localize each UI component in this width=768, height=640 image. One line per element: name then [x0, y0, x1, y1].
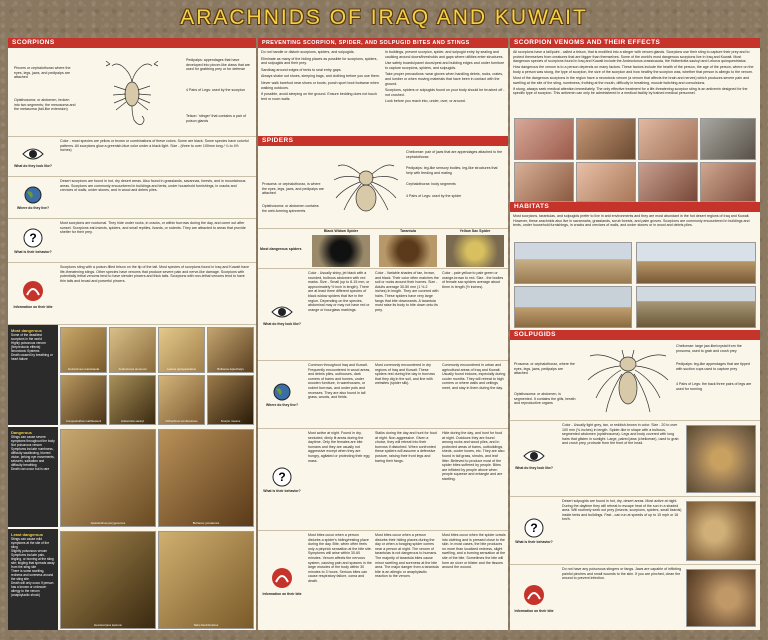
spider-row-live: Where do they live? Common throughout Iraq and Kuwait. Frequently encountered in wood areas, and debris piles, outhouses, dark corners of barns and homes, under wooden furniture, in warehouses, or rodent burrows, and under pots and recesses. They are also found in tall grass, woods, and fields. Most commonly encountered in dry regions of Iraq and Kuwait. These spiders rest during the day in burrows that they dig in the soil, and line with websites (spider silk). Commonly encountered in urban and agricultural areas of Iraq and Kuwait. Usually found indoors, especially during cooler months. They will retreat to high corners or where walls and ceilings meet, and stay in them during the day.: [258, 360, 508, 428]
globe-icon: [22, 186, 44, 204]
prosoma-label: Prosoma: or cephalothorax, where the eyes, legs, jaws, pedipalps are attached: [514, 362, 575, 376]
habitats-heading: HABITATS: [510, 202, 760, 212]
prevention-spiders-column: [258, 38, 508, 630]
row-text: Color - Usually light grey, tan, or reddish-brown in color. Size - 20 to over 100 mm (¾ inches) in length. Spider-like in shape with a bulbous, segmented abdomen (opisthosoma). Legs and body covered with long hairs that glisten in sunlight. Large, paired jaws (chelicerae), used to grab and crush prey, protrude from the front of the head.: [562, 423, 679, 446]
scorpion-photo: Orthochirus scrobiculosus: [158, 375, 205, 425]
legs-label: 4 Pairs of Legs: the back three pairs of legs are used for running: [676, 382, 752, 391]
svg-text:?: ?: [278, 470, 286, 484]
most-dangerous-heading: Most dangerous: [11, 328, 42, 333]
row-text: Most scorpions are nocturnal. They hide under rocks, in cracks, or within burrows during the day, and come out after sunset. Scorpions eat insects, spiders, and small reptiles, lizards, or rodents. They are attracted to areas that provide shelter for their prey.: [60, 221, 246, 235]
cell: Most bites occur when a person disturbs a spider's hiding/resting place during the day. Bite, when often feels only a pinprick sensation at the bite site. Symptoms will arise within 30-60 minutes. Venom affects the nervous system, causing pain and spasms in the large muscles of the body within 30 minutes to 3 hours. Serious bites can cause respiratory failure, coma and death.: [308, 533, 372, 583]
prevent-list-a: Do not handle or disturb scorpions, spiders, and solpugids. Eliminate as many of the hiding places as possible for scorpions, spiders, and solpugids and their prey. Sandbag around edges of tents to seal entry gaps. Always shake out shoes, sleeping bags, and clothing before you use them. Never walk barefoot near shoes or boots; punch sport boot footwear when walking outdoors. If possible, avoid sleeping on the ground. Ensure bedding does not touch tent or room walls.: [261, 50, 380, 101]
most-dangerous-list: Some of the deadliest scorpions in the world Highly poisonous venom (Nephrotoxic effects) Neurotoxic Systems Death caused by breathing or heart failure: [11, 333, 53, 361]
cell: Most commonly encountered in dry regions of Iraq and Kuwait. These spiders rest during the day in burrows that they dig in the soil, and line with websites (spider silk).: [375, 363, 435, 386]
venom-habitat-solpugid-column: [510, 38, 760, 630]
scorpion-row-look: [8, 136, 256, 176]
solpugid-diagram: [510, 342, 760, 420]
cell: Most bites occur when the spider crawls into clothing and is pressed close to the skin. In most cases, the bite produces no more than localized redness, slight swelling, and a burning sensation at the site of the bite. Sometimes the bite will form an ulcer or blister and the tissues around the wound.: [442, 533, 506, 570]
tarantula-photo: [379, 235, 437, 267]
solpugid-photo: [686, 425, 756, 493]
solpugid-row-look: What do they look like? Color - Usually light grey, tan, or reddish-brown in color. Size - 20 to over 100 mm (¾ inches) in length. Spider-like in shape with a bulbous, segmented abdomen (opisthosoma). Legs and body covered with long hairs that glisten in sunlight. Large, paired jaws (chelicerae), used to grab and crush prey, protrude from the front of the head.: [510, 420, 760, 496]
cell: Commonly encountered in urban and agricultural areas of Iraq and Kuwait. Usually found indoors, especially during cooler months. They will retreat to high corners or where walls and ceilings meet, and stay in them during the day.: [442, 363, 506, 390]
solpugid-illustration: [582, 344, 674, 418]
black-widow-photo: [312, 235, 370, 267]
row-label: Where do they live?: [16, 205, 50, 210]
scorpion-diagram: [8, 48, 256, 136]
question-icon: [23, 228, 43, 248]
globe-icon: [271, 383, 293, 401]
venom-photo: [514, 162, 574, 202]
pedipalps-label: Pedipalps: appendages that have developed into pincer-like claws that are used for grabbing prey or for defense: [186, 58, 250, 72]
row-label: What is their behavior?: [14, 249, 52, 254]
venom-photo: [700, 162, 756, 202]
chelicerae-label: Chelicerae: large jaw-like/crystal from the prosoma, used to grab and crush prey: [676, 344, 742, 353]
spider-row-behavior: ? What is their behavior? Most active at night. Found in dry, secluded, dimly lit areas during the daytime. Only the females are bite humans and they are usually not aggressive except when they are hungry, agitated or protecting their egg mass. Stalks during the day and hunt for food at night. Non-aggressive. Given a choice, they will retreat into their burrows if disturbed. When confronted these spiders will assume a defensive posture, raising their front legs and baring their fangs. Hide during the day, and hunt for food at night. Outdoors they are found among rocks and wood piles, and in protected areas of barns, outbuildings, sheds, cooler boxes, etc. They are also found in tall grass, shrubs, and leaf litter. Believed to produce most of the spider bites suffered by people. Bites are inflicted by people above when people squeeze and entangle and are startling.: [258, 428, 508, 530]
scorpion-photo: Apistobuthus pterygocercus: [60, 429, 156, 527]
row-label: What do they look like?: [14, 163, 52, 168]
cell: Color - Usually shiny, jet black with a rounded, bulbous abdomen with red marks. Size - Small (up to 8-15 mm, or approximately ½ inch in length). There are at least three different species of black widow spiders that live in the region. Depending on the species, abdominal may or may not have red or orange or hourglass markings.: [308, 271, 370, 312]
svg-text:?: ?: [29, 230, 37, 245]
scorpion-photo: Hottentotta saulcyi: [109, 375, 156, 425]
spider-species-header: [258, 228, 508, 268]
scorpion-photo: Scorpio maurus: [207, 375, 254, 425]
bite-warning-icon: [270, 566, 294, 590]
pincers-label: Pincers or cephalothorax where the eyes, legs, jaws, and pedipalps are attached: [14, 66, 71, 80]
yellow-sac-photo: [446, 235, 504, 267]
species-row-label: Most dangerous spiders: [260, 246, 302, 251]
spider-diagram: [258, 148, 508, 228]
venoms-heading: SCORPION VENOMS AND THEIR EFFECTS: [510, 38, 760, 48]
scorpion-photo: Buthacus leptochelys: [207, 327, 254, 373]
prosoma-label: Prosoma: or cephalothorax, is where the eyes, legs, jaws, and pedipalps are attached: [262, 182, 324, 196]
row-text: Scorpions sting with a poison-filled telson on the tip of the tail. Most species of scorpions found in Iraq and Kuwait have life-threatening stings. Other species have venoms that produce severe pain and nerve-like damage. Scorpions with potentially lethal venoms tend to have slender pincers and thick tails. Scorpions with non-lethal venoms tend to have thin tails and broad and powerful pincers.: [60, 265, 249, 283]
eye-icon: [523, 448, 545, 464]
spiders-heading: SPIDERS: [258, 136, 508, 146]
poster-title: ARACHNIDS OF IRAQ AND KUWAIT: [180, 6, 588, 29]
scorpion-row-behavior: [8, 218, 256, 262]
venom-photo: [700, 118, 756, 160]
habitat-photo: [636, 242, 756, 284]
spider-illustration: [328, 150, 404, 226]
solpugid-photo: [686, 501, 756, 561]
legs-label: 4 Pairs of Legs: used by the scorpion: [186, 88, 246, 92]
venom-photo: [576, 162, 636, 202]
cell: Hide during the day, and hunt for food at night. Outdoors they are found among rocks and wood piles, and in protected areas of barns, outbuildings, sheds, cooler boxes, etc. They are also found in tall grass, shrubs, and leaf litter. Believed to produce most of the spider bites suffered by people. Bites are inflicted by people above when people squeeze and entangle and are startling.: [442, 431, 505, 481]
habitat-photo: [514, 242, 632, 284]
prevent-list-b: In buildings, prevent scorpion, spider, and solpugid entry by sealing and caulking around doors/thresholds and gaps where utilities enter structures. Use safety boards/panel doors/pest and building edges and under furniture to capture scorpions, spiders, and solpugids. Take proper precautions: wear gloves when handling debris, rocks, crates, and lumber or when moving materials that have been in contact with the ground. Scorpions, spiders or solpugids found on your body should be brushed off - not crushed. Look before you reach into, under, over, or around.: [385, 50, 505, 104]
cell: Stalks during the day and hunt for food at night. Non-aggressive. Given a choice, they will retreat into their burrows if disturbed. When confronted these spiders will assume a defensive posture, raising their front legs and baring their fangs.: [375, 431, 437, 463]
species-yellow-sac: Yellow Sac Spider: [442, 229, 508, 268]
habitat-photo: [514, 286, 632, 328]
scorpion-row-live: [8, 176, 256, 218]
scorpion-photo: Nebo hierichonticus: [158, 531, 254, 629]
opisthosoma-label: Opisthosoma: or abdomen, broken into two segments; the mesosoma and the metasoma (tail-like extension): [14, 98, 76, 112]
scorpion-photo: Leiurus quinquestriatus: [158, 327, 205, 373]
habitats-text: Most scorpions, tarantulas, and solpugids prefer to live in arid environments and they are most abundant in the hot desert regions of Iraq and Kuwait. However, these arachnids also live in savannahs, grasslands, scrub forests, and palm groves. Scorpions are commonly encountered in buildings and tents, under household furnishings, in cracks and crevices of walls, and under stones or in wood and debris piles.: [513, 214, 750, 228]
row-text: Color - most species are yellow or brown or combinations of these colors. Some are black. Some species have colorful patterns. All scorpions glow a greenish-blue color under a black light. Size - (three to over 100mm long / ¼ to 4½ inches): [60, 139, 249, 153]
cell: Color - Variable shades of tan, brown, and black. Their color often matches the soil or rocks around their homes. Size - Adults average 30-50 mm (1 ½-2 inches) in length. They are covered with hairs. These spiders have very large fangs that bite downwards. A tarantula must raise its body to bite down onto its prey.: [375, 271, 439, 312]
solpugid-row-behavior: ? What is their behavior? Desert solpugids are found in hot, dry, desert areas. Most active at night. During the daytime they will retreat to escape heat of the sun in a shaded area. Will routinely seek out prey (insects, scorpions, spiders, small lizards) inside tents and buildings. Fast - can run at speeds of up to 10 mph or 16 km/h.: [510, 496, 760, 564]
opisthosoma-label: Opisthosoma: or abdomen contains the web-forming spinnerets: [262, 204, 319, 213]
least-dangerous-box: [8, 529, 58, 630]
scorpion-illustration: [82, 54, 182, 134]
dangerous-box: [8, 427, 58, 527]
telson-label: Telson: 'stinger' that contains a pair of poison glands: [186, 114, 246, 123]
least-dangerous-heading: Least dangerous: [11, 532, 44, 537]
bite-warning-icon: [522, 583, 546, 607]
row-text: Do not have any poisonous stingers or fangs. Jaws are capable of inflicting painful pinches and small wounds to the skin. If you are pinched, clean the wound to prevent infection.: [562, 567, 682, 581]
svg-text:?: ?: [530, 521, 538, 535]
opisthosoma-label: Opisthosoma: or abdomen, is segmented. It contains the gills, breath and reproductive organs: [514, 392, 576, 406]
scorpion-photo: Hemiscorpius lepturus: [60, 531, 156, 629]
row-text: Desert scorpions are found in hot, dry desert areas. Also found in grasslands, savannas, forests, and in mountainous areas. Scorpions are commonly encountered in buildings and tents, under household furnishings, in cracks and crevices of walls, under stones, and in wood and debris piles.: [60, 179, 246, 193]
legs-label: 4 Pairs of Legs: used by the spider: [406, 194, 462, 198]
dangerous-list: Stings can cause severe symptoms throughout the body Not poisonous venom Symptoms include numbness, difficulty swallowing, blurred vision, jerking eye movements, seizures, salivation and difficulty breathing Death can occur but is rare: [11, 435, 55, 471]
least-dangerous-list: Stings can cause mild symptoms at the site of the sting Slightly poisonous venom Symptoms include pain, tingling, or burning at the sting site; tingling that spreads away from the sting site There is some swelling, redness and soreness around the sting site Death will only occur if person has a known or unknown allergy to the venom (anaphylactic shock): [11, 537, 55, 597]
species-tarantula: Tarantula: [375, 229, 441, 268]
dangerous-heading: Dangerous: [11, 430, 32, 435]
spider-row-look: What do they look like? Color - Usually shiny, jet black with a rounded, bulbous abdomen with red marks. Size - Small (up to 8-15 mm, or approximately ½ inch in length). There are at least three different species of black widow spiders that live in the region. Depending on the species, abdominal may or may not have red or orange or hourglass markings. Color - Variable shades of tan, brown, and black. Their color often matches the soil or rocks around their homes. Size - Adults average 30-50 mm (1 ½-2 inches) in length. They are covered with hairs. These spiders have very large fangs that bite downwards. A tarantula must raise its body to bite down onto its prey. Color - pale yellow to pale green or orange-brown to red. Size - the bodies of female sac spiders average about 6mm in length (½ inches).: [258, 268, 508, 360]
scorpion-photo: Compsobuthus matthiesseni: [60, 375, 107, 425]
venoms-text: All scorpions have a tail/point - called a telson, that is modified into a stinger with venom glands. Scorpions use their sting to capture their prey and to protect themselves from creatures that are bigger than themselves. Some of the world's most dangerous scorpions live in Iraq and Kuwait. Most dangerous species of scorpions found in Iraq and Kuwait include the Androctonus crassicauda, the Hottentotta saulcyi and Leiurus quinquestriatus. How dangerous the venom is to a person depends on many factors. These factors include the health of the person, the age of the person, where on the body a person was stung, the type of scorpion, the size of the scorpion and how healthy the scorpion was, whether that person is allergic to the venom. Most of the dangerous scorpions in the region have a neurotoxic venom (a venom that affects the brain and nerves) which produces severe pain and swelling at the site of the sting, numbness, frothing at the mouth, difficulty in breathing, muscle twitching and convulsions. If stung, always seek medical attention immediately. The only effective treatment for a life-threatening scorpion sting is an antivenin designed for the specific type of scorpion. This antivenin can only be administered in a medical facility by trained medical personnel.: [513, 50, 754, 96]
most-dangerous-box: [8, 325, 58, 425]
chelicerae-label: Chelicerae: pair of jaws that are appendages attached to the cephalothorax: [406, 150, 503, 159]
scorpion-photo: Androctonus amoreuxi: [109, 327, 156, 373]
pedipalps-label: Pedipalps: leg-like appendages that are tipped with suction cups used to capture prey: [676, 362, 750, 371]
scorpion-danger-section: [8, 324, 256, 630]
row-label: Information on their bite: [13, 304, 53, 309]
scorpion-photo: Buthacus yotvatensis: [158, 429, 254, 527]
cell: Most active at night. Found in dry, secluded, dimly lit areas during the daytime. Only the females are bite humans and they are usually not aggressive except when they are hungry, agitated or protecting their egg mass.: [308, 431, 370, 463]
venom-photo: [638, 162, 698, 202]
habitat-photo: [636, 286, 756, 328]
prevent-heading: PREVENTING SCORPION, SPIDER, AND SOLPUGID BITES AND STINGS: [258, 38, 508, 48]
scorpions-heading: SCORPIONS: [8, 38, 256, 48]
scorpion-row-bite: [8, 262, 256, 324]
eye-icon: [22, 146, 44, 162]
cell: Most bites occur when a person disturbs their hiding places during the day or when a foraging spider comes near a person at night. The venom of tarantulas is not dangerous to humans. The majority of tarantula bites cause minor swelling and soreness at the bite area. The major danger from a tarantula bite is an allergic or anaphylactic reaction to the venom.: [375, 533, 439, 579]
eye-icon: [271, 304, 293, 320]
species-black-widow: Black Widow Spider: [308, 229, 374, 268]
solpugids-heading: SOLPUGIDS: [510, 330, 760, 340]
spider-row-bite: Information on their bite Most bites occur when a person disturbs a spider's hiding/resting place during the day. Bite, when often feels only a pinprick sensation at the bite site. Symptoms will arise within 30-60 minutes. Venom affects the nervous system, causing pain and spasms in the large muscles of the body within 30 minutes to 3 hours. Serious bites can cause respiratory failure, coma and death. Most bites occur when a person disturbs their hiding places during the day or when a foraging spider comes near a person at night. The venom of tarantulas is not dangerous to humans. The majority of tarantula bites cause minor swelling and soreness at the bite area. The major danger from a tarantula bite is an allergic or anaphylactic reaction to the venom. Most bites occur when the spider crawls into clothing and is pressed close to the skin. In most cases, the bite produces no more than localized redness, slight swelling, and a burning sensation at the site of the bite. Sometimes the bite will form an ulcer or blister and the tissues around the wound.: [258, 530, 508, 630]
bite-warning-icon: [21, 279, 45, 303]
solpugid-photo: [686, 569, 756, 627]
row-text: Desert solpugids are found in hot, dry, desert areas. Most active at night. During the daytime they will retreat to escape heat of the sun in a shaded area. Will routinely seek out prey (insects, scorpions, spiders, small lizards) inside tents and buildings. Fast - can run at speeds of up to 10 mph or 16 km/h.: [562, 499, 682, 522]
question-icon: [524, 518, 544, 538]
scorpion-photo: Androctonus crassicauda: [60, 327, 107, 373]
venom-photo: [514, 118, 574, 160]
venom-photo: [576, 118, 636, 160]
cell: Common throughout Iraq and Kuwait. Frequently encountered in wood areas, and debris piles, outhouses, dark corners of barns and homes, under wooden furniture, in warehouses, or rodent burrows, and under pots and recesses. They are also found in tall grass, woods, and fields.: [308, 363, 371, 400]
scorpions-column: [8, 38, 256, 630]
pedipalps-label: Pedipalps: leg-like sensory bodies, leg-like structures that help with feeding and mating: [406, 166, 498, 175]
venom-photo: [638, 118, 698, 160]
cell: Color - pale yellow to pale green or orange-brown to red. Size - the bodies of female sac spiders average about 6mm in length (½ inches).: [442, 271, 504, 289]
cephalothorax-label: Cephalothorax: body segments: [406, 182, 456, 186]
solpugid-row-bite: Information on their bite Do not have any poisonous stingers or fangs. Jaws are capable of inflicting painful pinches and small wounds to the skin. If you are pinched, clean the wound to prevent infection.: [510, 564, 760, 630]
question-icon: [272, 467, 292, 487]
